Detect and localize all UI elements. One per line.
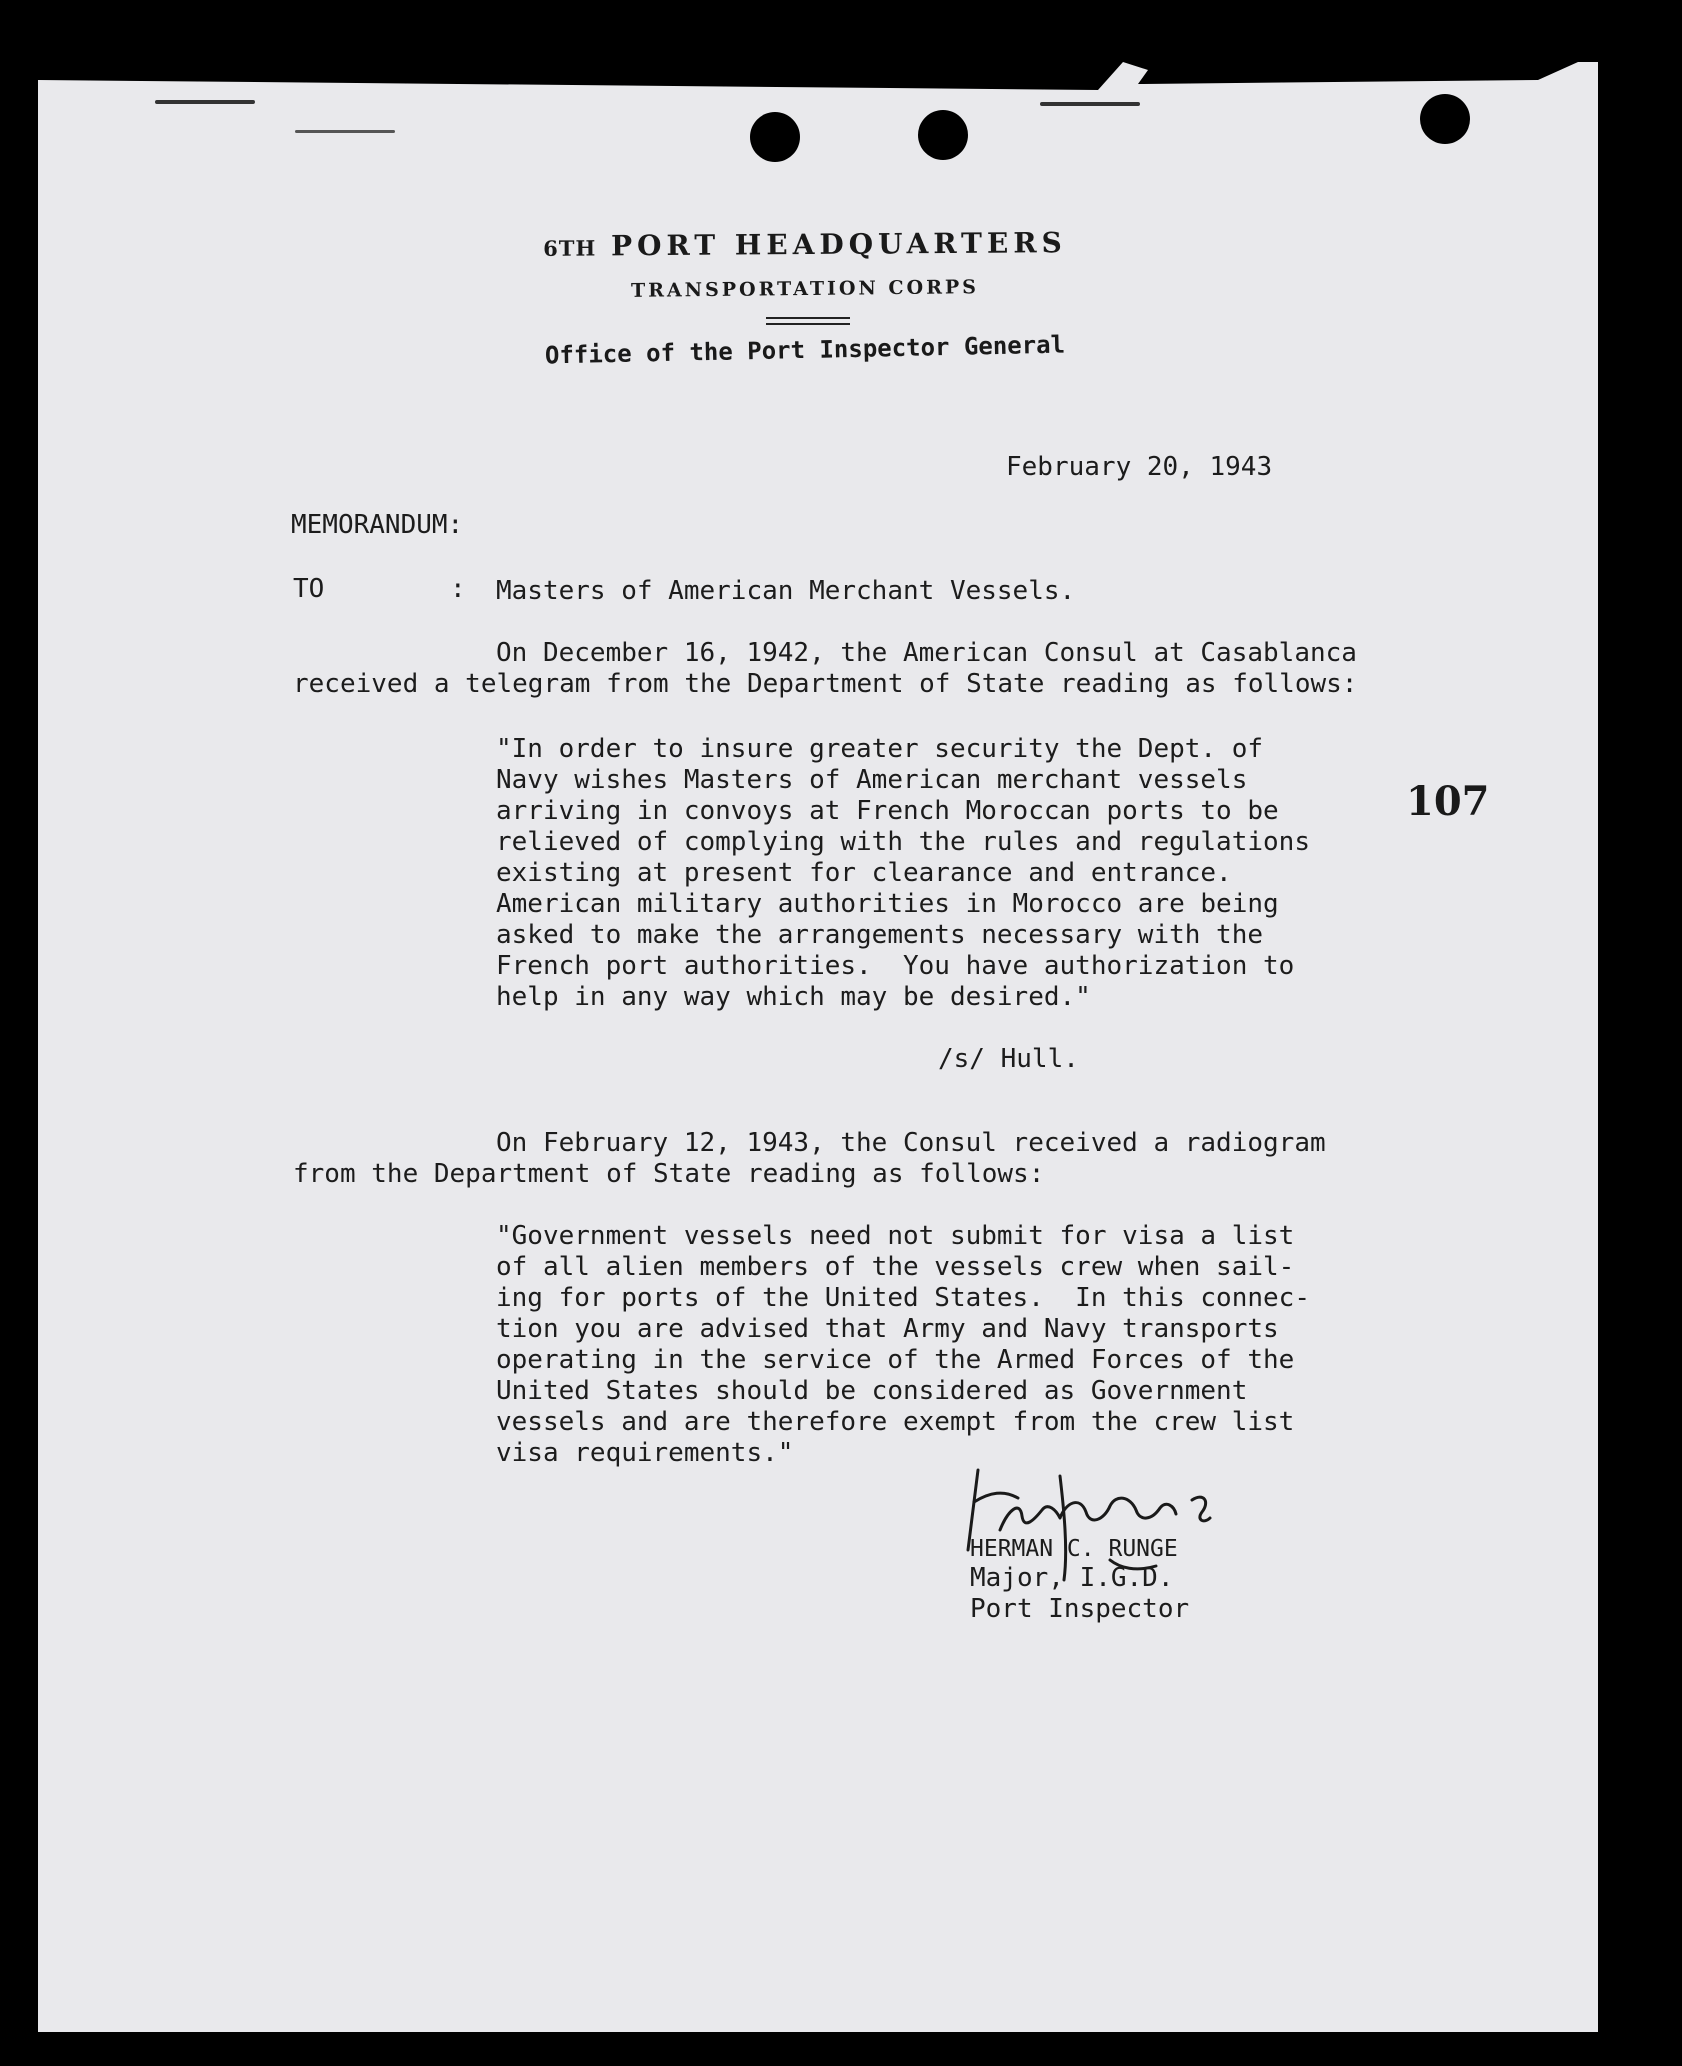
quote-line: Navy wishes Masters of American merchant vessels	[496, 765, 1248, 795]
quote-line: tion you are advised that Army and Navy transports	[496, 1314, 1279, 1344]
memo-date: February 20, 1943	[1006, 452, 1273, 482]
quote-line: asked to make the arrangements necessary with the	[496, 920, 1264, 950]
punch-hole	[750, 112, 800, 162]
quote-line: vessels and are therefore exempt from the crew list	[496, 1407, 1295, 1437]
quote-line: United States should be considered as Government	[496, 1376, 1248, 1406]
punch-hole	[1420, 94, 1470, 144]
signatory-rank: Major, I.G.D.	[970, 1563, 1174, 1593]
page-number: 107	[1406, 778, 1490, 825]
quote-line: relieved of complying with the rules and regulations	[496, 827, 1310, 857]
quote-line: visa requirements."	[496, 1438, 794, 1468]
quote-line: "In order to insure greater security the Dept. of	[496, 734, 1264, 764]
letterhead-prefix: 6TH	[543, 235, 597, 261]
memo-label: MEMORANDUM:	[291, 510, 464, 540]
office-line: Office of the Port Inspector General	[544, 330, 1066, 370]
letterhead-subtitle: TRANSPORTATION CORPS	[630, 276, 980, 302]
quote-line: ing for ports of the United States. In this connec-	[496, 1283, 1310, 1313]
signatory-title: Port Inspector	[970, 1594, 1190, 1624]
quote-line: "Government vessels need not submit for visa a list	[496, 1221, 1295, 1251]
text-line: On December 16, 1942, the American Consul at Casablanca	[496, 638, 1357, 668]
quote-line: American military authorities in Morocco are being	[496, 889, 1279, 919]
quote-line: arriving in convoys at French Moroccan ports to be	[496, 796, 1279, 826]
to-label: TO	[293, 574, 325, 604]
punch-hole	[918, 110, 968, 160]
text-line: from the Department of State reading as follows:	[293, 1159, 1045, 1189]
scan-mark	[155, 100, 255, 104]
text-line: received a telegram from the Department of State reading as follows:	[293, 669, 1358, 699]
scan-mark	[295, 130, 395, 133]
text-line: On February 12, 1943, the Consul received a radiogram	[496, 1128, 1326, 1158]
quote-line: help in any way which may be desired."	[496, 982, 1091, 1012]
quote-line: of all alien members of the vessels crew when sail-	[496, 1252, 1295, 1282]
signatory-name: HERMAN C. RUNGE	[970, 1536, 1178, 1562]
to-colon: :	[450, 574, 466, 604]
scan-mark	[1040, 102, 1140, 106]
quote-signoff: /s/ Hull.	[938, 1044, 1079, 1074]
letterhead-rule	[766, 323, 850, 325]
quote-line: operating in the service of the Armed Forces of the	[496, 1345, 1295, 1375]
to-value: Masters of American Merchant Vessels.	[496, 576, 1076, 606]
quote-line: existing at present for clearance and entrance.	[496, 858, 1232, 888]
letterhead-line1: PORT HEADQUARTERS	[610, 226, 1067, 263]
quote-line: French port authorities. You have authorization to	[496, 951, 1295, 981]
letterhead-rule	[766, 317, 850, 319]
